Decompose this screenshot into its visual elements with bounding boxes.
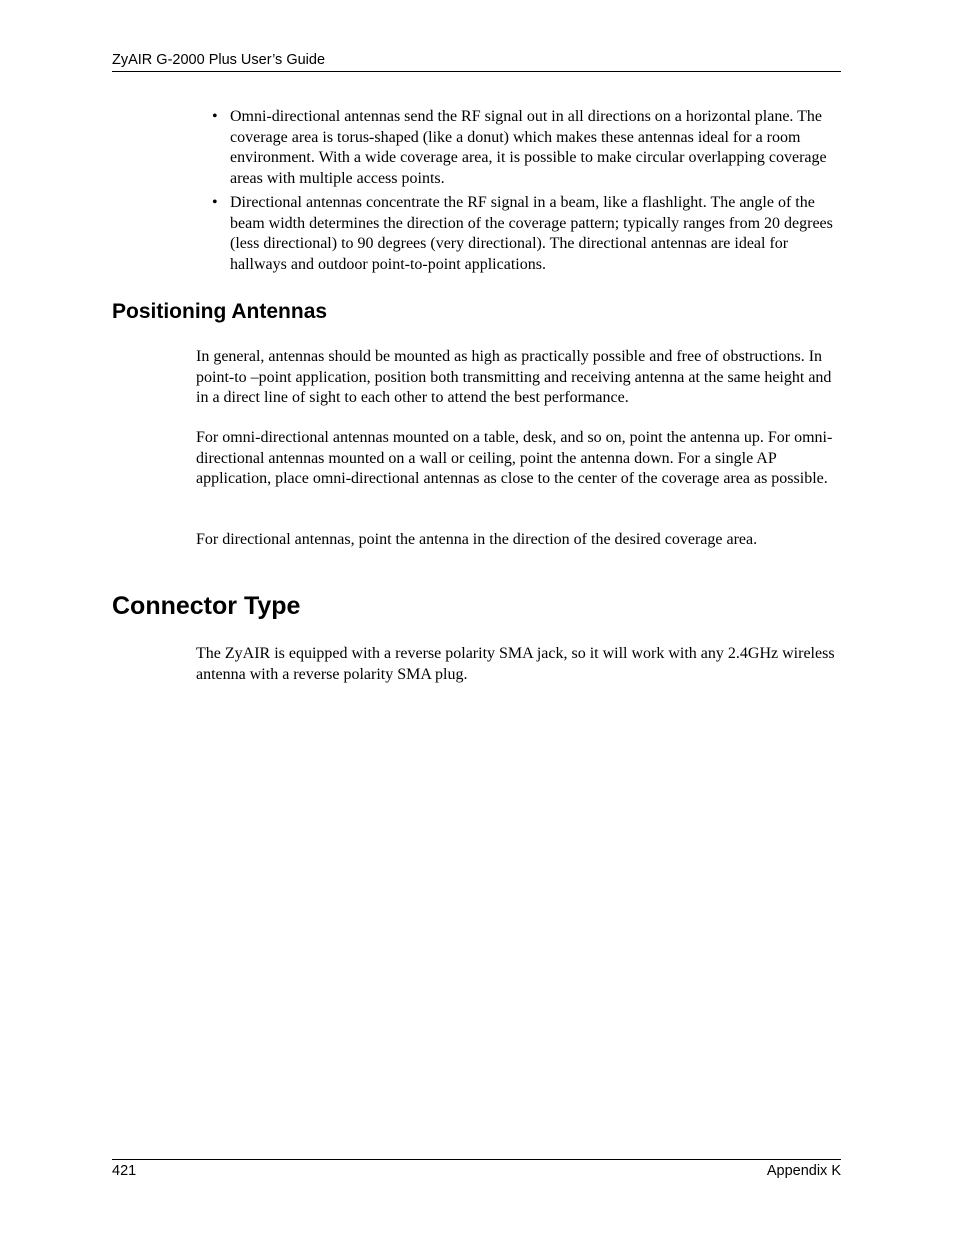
paragraph: For omni-directional antennas mounted on a table, desk, and so on, point the antenna up. For omni-directional antennas mounted on a wall or ceiling, point the antenna down. For a single AP application, place omni-directional antennas as close to the center of the coverage area as possible. — [196, 429, 833, 487]
list-item-text: Omni-directional antennas send the RF signal out in all directions on a horizontal plane. The coverage area is torus-shaped (like a donut) which makes these antennas ideal for a room environment. With a wide coverage area, it is possible to make circular overlapping coverage areas with multiple access points. — [230, 108, 827, 187]
bullet-icon: • — [212, 194, 218, 211]
antenna-type-list — [212, 107, 842, 279]
section-heading-positioning: Positioning Antennas — [112, 300, 328, 323]
page-number: 421 — [112, 1163, 137, 1179]
list-item — [212, 193, 842, 275]
list-item-text: Directional antennas concentrate the RF signal in a beam, like a flashlight. The angle of the beam width determines the direction of the coverage pattern; typically ranges from 20 degrees (less directional) to 90 degrees (very directional). The directional antennas are ideal for hallways and outdoor point-to-point applications. — [230, 194, 833, 273]
section-label: Appendix K — [766, 1163, 841, 1179]
list-item — [212, 107, 842, 189]
page-header — [112, 51, 841, 72]
chapter-heading-connector-type: Connector Type — [112, 592, 301, 620]
paragraph: For directional antennas, point the antenna in the direction of the desired coverage area. — [196, 531, 758, 548]
guide-title: ZyAIR G-2000 Plus User’s Guide — [112, 52, 326, 68]
bullet-icon: • — [212, 108, 218, 125]
page-footer — [112, 1159, 841, 1180]
paragraph: The ZyAIR is equipped with a reverse polarity SMA jack, so it will work with any 2.4GHz wireless antenna with a reverse polarity SMA plug. — [196, 645, 835, 683]
paragraph: In general, antennas should be mounted as high as practically possible and free of obstructions. In point-to –point application, position both transmitting and receiving antenna at the same height and in a direct line of sight to each other to attend the best performance. — [196, 348, 832, 406]
